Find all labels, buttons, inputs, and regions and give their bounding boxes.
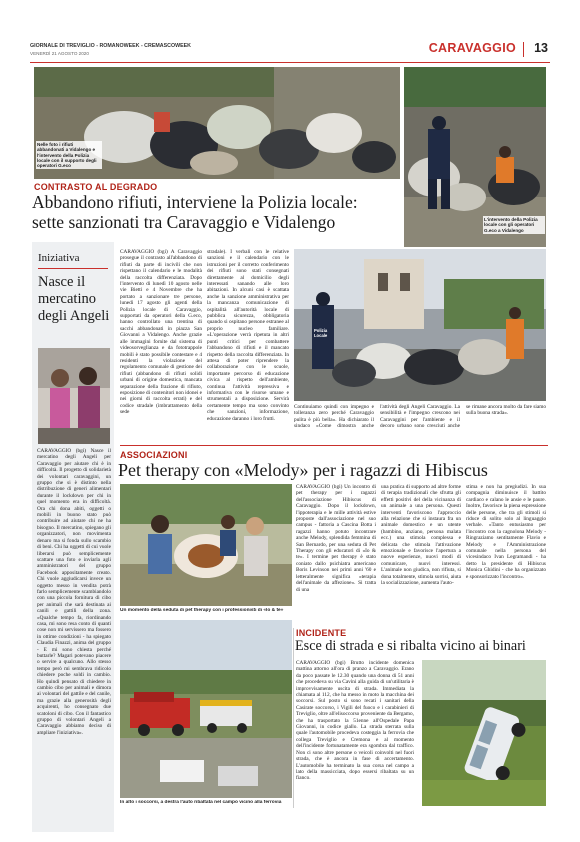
page-number: 13 xyxy=(534,41,548,55)
article1-headline-line2: sette sanzionati tra Caravaggio e Vidalengo xyxy=(32,212,336,232)
article1-headline-line1: Abbandono rifiuti, interviene la Polizia locale: xyxy=(32,192,358,212)
article1-kicker: CONTRASTO AL DEGRADO xyxy=(34,182,158,192)
article3-kicker: INCIDENTE xyxy=(296,628,347,638)
article1-col1: CARAVAGGIO (bgi) A Caravaggio prosegue il contrasto all'abbandono di rifiuti da parte di incivili che non rispettano il calendario e le modalità della raccolta differenziata. Dopo l'intervento di lunedì 10 agosto nelle vie Bietti e 4 Novembre che ha portato a sanzionare tre persone, lunedì 17 agosto gli agenti della Polizia locale di Caravaggio, supportati da operatori della G.eco, hanno controllato una trentina di sacchi abbandonati in piazza San Giovanni a Vidalengo. Anche grazie alle immagini fornite dal sistema di videosorveglianza e da fototrappole mobili è stato possibile contestare e 4 residenti la violazione del regolamento comunale di gestione dei rifiuti (abbandono di rifiuti solidi urbani di origine domestica, mancata separazione della frazione di rifiuto, esposizione di contenitori non idonei e nei giorni di raccolta errati) e del codice stradale (imbrattamento della sede xyxy=(120,249,202,416)
sidebar-text: CARAVAGGIO (bgi) Nasce il mercatino degli Angeli per Caravaggio per aiutare chi è in difficoltà. Il progetto di solidarietà dei volontari caravaggini, un gruppo che si è distinto nella distribuzione di generi alimentari durante il lockdown per chi in quel momento era in difficoltà. Ora chi dona abiti, oggetti o mobili in buono stato può contribuire ad aiutare chi ne ha bisogno. Il mercatino, spiegano gli organizzatori, non movimenta denaro ma si fonda sullo scambio di beni. Chi ha oggetti di cui vuole liberarsi può semplicemente scattare una foto e inviarla agli amministratori del gruppo Facebook appositamente creato. Chi vuole aggiudicarsi invece un oggetto messo in vendita potrà farlo semplicemente scambiandolo con una piccola fornitura di cibo per animali che sarà destinata ai canili e gattili della zona. «Qualche tempo fa, riordinando casa, mi sono resa conto di quanti cose non mi servissero ma fossero in ottime condizioni - ha spiegato Claudia Finazzi, anima del gruppo - E mi sono chiesta perché buttarle? Magari potevano piacere o servire a qualcuno. Allo stesso tempo però mi sembrava ridicolo chiedere poche soldi in cambio. Ho quindi pensato di chiedere in cambio cibo per animali e dimora ai volontari del gattile e del canile, ma grazie alla generosità degli acquirenti, ho consegnato due scatoloni di cibo. Con il fantastico gruppo di volontari Angeli a Caravaggio abbiamo deciso di ampliare l'iniziativa». xyxy=(37,448,111,736)
photo-police-bags xyxy=(294,249,546,401)
photo-pet-therapy xyxy=(120,484,292,606)
masthead-date: VENERDÌ 21 AGOSTO 2020 xyxy=(30,51,89,56)
article1-col2: stradale). I verbali con le relative sanzioni e il calendario con le istruzioni per il corretto conferimento dei rifiuti sono stati consegnati direttamente al domicilio degli interessati sanando alle loro abitazioni. In alcuni casi è scattata anche la sanzione amministrativa per la mancanza comunicazione di ospitalità all'autorità locale di pubblica sicurezza, obbligatoria quando si ospitano persone estranee al proprio nucleo familiare. «L'operazione verrà ripetuta in altri punti critici per combattere l'abbandono di rifiuti e il mancato rispetto della raccolta differenziata. In attesa di poter riprendere la collaborazione con le scuole, importante percorso di educazione civica al rispetto dell'ambiente, continua l'attività repressiva e informativa con le risorse umane e strumentali a disposizione. Servirà certamente tempo ma sono convinto che sanzioni, informazione, educazione daranno i loro frutti. xyxy=(207,249,289,422)
sidebar-photo xyxy=(38,348,110,444)
section-separator xyxy=(523,42,524,57)
photo-rescue-scene xyxy=(120,620,292,798)
article2-kicker: ASSOCIAZIONI xyxy=(120,450,188,460)
masthead-rule xyxy=(30,62,550,63)
article3-headline: Esce di strada e si ribalta vicino ai binari xyxy=(295,638,526,654)
article1-bottom-rule xyxy=(120,445,548,446)
masthead-paper: GIORNALE DI TREVIGLIO - ROMANOWEEK - CREMASCOWEEK xyxy=(30,43,191,49)
article1-col3: Continuiamo quindi con impegno e tolleranza zero perché Caravaggio pulita è più bella». Ha dichiarato il sindaco «Come dimostra anche l'attività degli Angeli Caravaggio. La sensibilità e l'impegno crescono nei Caravaggini per l'ambiente e il decoro urbano sono cresciuti anche se rimane ancora molto da fare siamo sulla buona strada». xyxy=(294,404,546,430)
photo-top-caption: Nelle foto i rifiuti abbandonati a Vidalengo e l'intervento della Polizia locale con il supporto degli operatori G.eco xyxy=(36,141,102,169)
article3-text: CARAVAGGIO (bgi) Brutto incidente domenica mattina attorno all'ora di pranzo a Caravaggio. Erano da poco passate le 12.30 quando una donna di 51 anni che procedeva su via Cavini alla guida di un'utilitaria è improvvisamente uscita di strada. Immediata la chiamata al 112, che ha messo in moto la macchina dei soccorsi. Sul posto si sono recati i sanitari della Casirate soccorso, i Vigili del fuoco e i carabinieri di Treviglio, oltre all'elisoccorso proveniente da Bergamo, che ha trasportato la 51enne all'Ospedale Papa Giovanni, in codice giallo. La strada sterrata sulla quale l'automobile procedeva costeggia la ferrovia che collega Treviglio e Cremona e al momento dell'incidente fortunatamente era sgombra dal traffico. Non ci sono altre persone o veicoli coinvolti nel fuori strada, che è ancora in fase di accertamento. L'automobile ha terminato la sua corsa nel campo a lato della massicciata, dopo essersi ribaltata su un fianco. xyxy=(296,660,414,782)
photo-overturned-car xyxy=(422,660,546,806)
article2-photo-caption: Un momento della seduta di pet therapy con i professionisti di «lo & te» xyxy=(120,608,284,613)
sidebar-headline: Nasce il mercatino degli Angeli xyxy=(38,274,110,324)
article2-col3: stima e non ha pregiudizi. In sua compagnia diminuisce il battito cardiaco e calano le ansie e le paure. Inoltre, favorisce la piena espressione delle persone, che tra gli stimoli si riduce di solito solo al linguaggio verbale. «Tanto entusiasmo per l'incontro con la cagnolona Melody - Ringraziamo sentitamente Flavio e Melody e l'Amministrazione comunale nella persona del vicesindaco Ivan Legramandi - ha detto la presidente di Hibiscus Monica Ghidini - che ha organizzato e sponsorizzato l'incontro». xyxy=(466,484,546,580)
masthead xyxy=(30,40,550,62)
article2-col2: una pratica di supporto ad altre forme di terapia tradizionali che sfrutta gli effetti positivi del della vicinanza di un animale a una persona. Questi interventi favoriscono l'approccio alla relazione che si instaura fra un animale domestico e un utente (bambino, anziano, persona malata ecc.) una stimola complessa e delicata che stimola l'attivazione emozionale e favorisce l'apertura a nuove esperienze, nuovi modi di comunicare, nuovi interessi. L'animale non giudica, non rifiuta, si dona totalmente, stimola sorrisi, aiuta la socializzazione, aumenta l'auto- xyxy=(381,484,461,587)
article2-col1: CARAVAGGIO (bgi) Un incontro di pet therapy per i ragazzi dell'associazione Hibiscus di Caravaggio. Dopo il lockdown, l'ippoterapia e le mille attività estive proposte dall'associazione nel suo campus - fattoria a Cascina Botta i ragazzi hanno potuto incontrare anche Melody, splendida femmina di San Bernardo, per una seduta di Pet Therapy con gli educatori di «Io & te». I termine pet therapy è stato coniato dallo psichiatra americano Boris Levinson nei primi anni '60 e letteralmente significa «terapia dell'animale da affezione». Si tratta di una xyxy=(296,484,376,593)
police-badge: Polizia Locale xyxy=(314,328,328,338)
sidebar-kicker-rule xyxy=(38,268,108,269)
sidebar-kicker: Iniziativa xyxy=(38,252,80,264)
section-title: CARAVAGGIO xyxy=(428,41,516,55)
article2-headline: Pet therapy con «Melody» per i ragazzi di Hibiscus xyxy=(118,460,488,480)
article1-headline xyxy=(32,192,402,232)
photo-right-caption: L'intervento della Polizia locale con gli operatori G.eco a Vidalengo xyxy=(483,216,545,234)
article3-photo-caption: In alto i soccorsi, a destra l'auto ribaltata nel campo vicino alla ferrovia xyxy=(120,800,282,805)
article3-divider xyxy=(293,628,294,808)
